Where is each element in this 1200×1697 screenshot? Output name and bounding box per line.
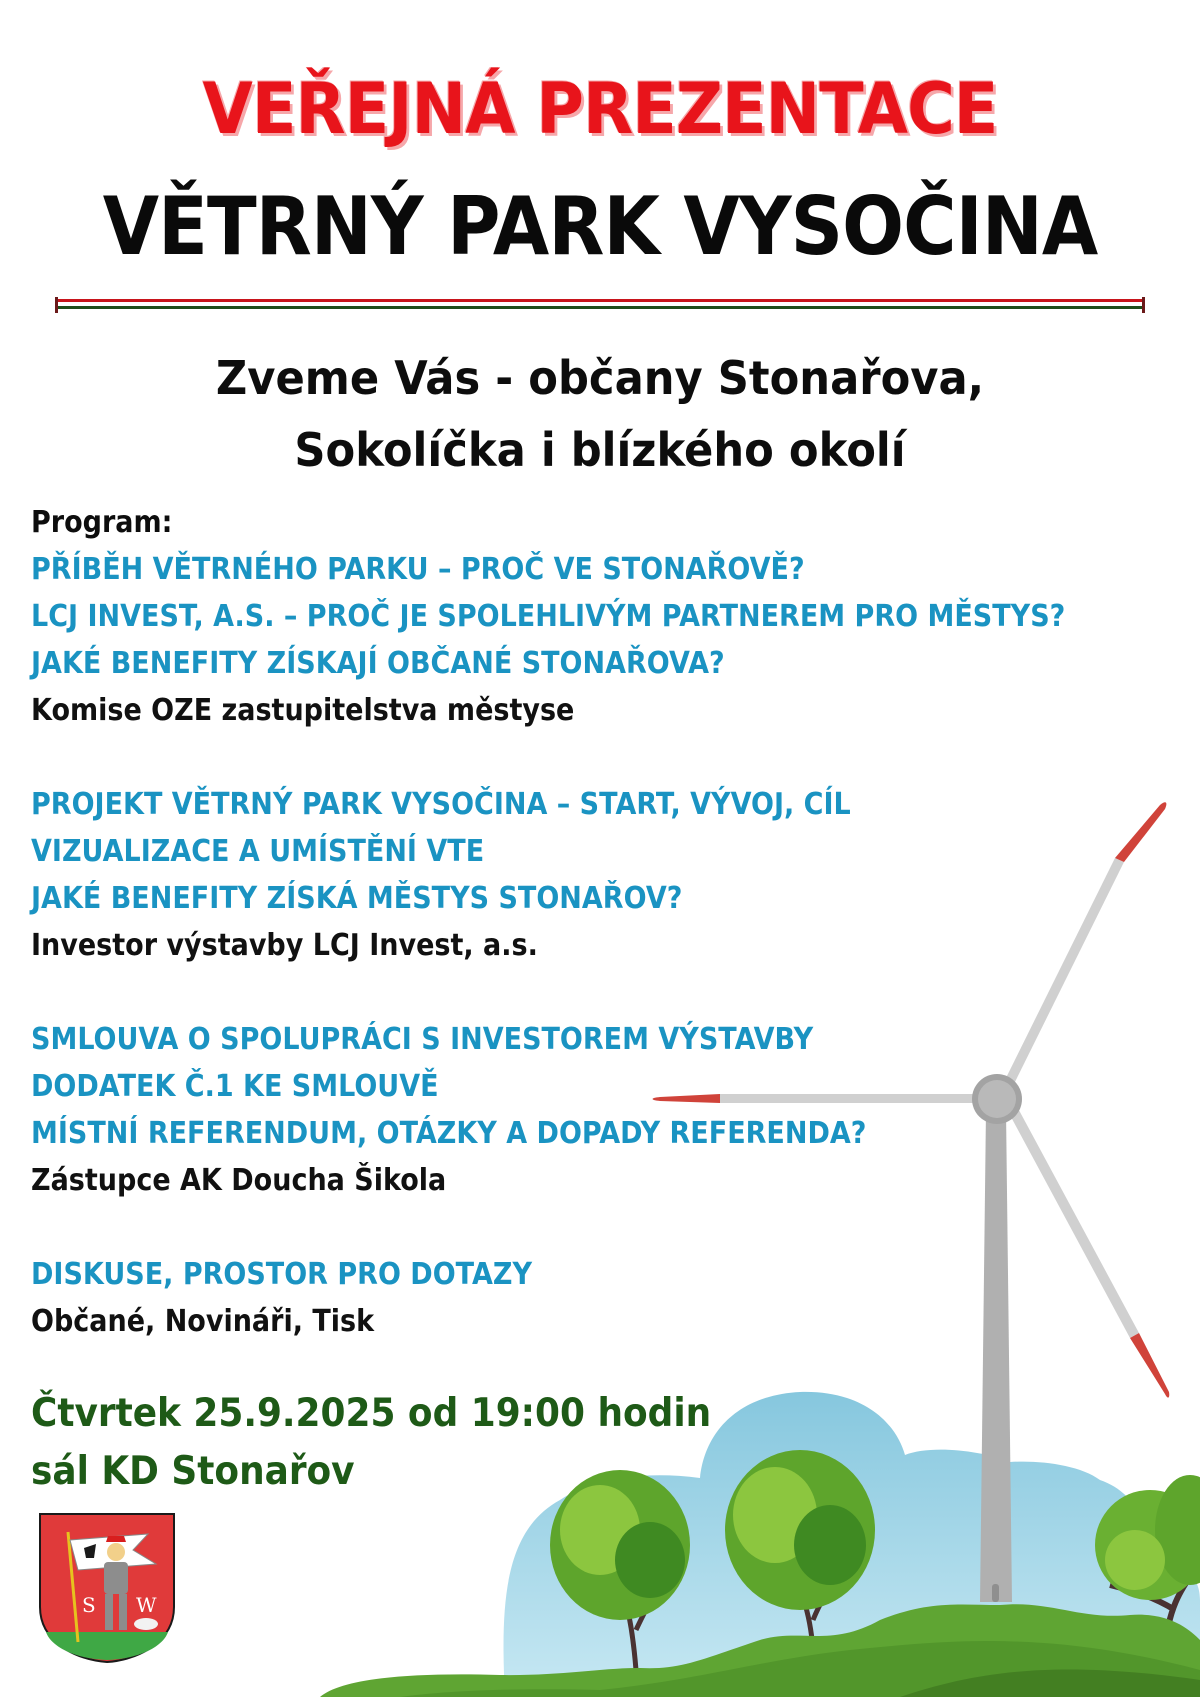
program-topic: PROJEKT VĚTRNÝ PARK VYSOČINA – START, VÝVOJ, CÍL (31, 787, 851, 822)
program-topic: MÍSTNÍ REFERENDUM, OTÁZKY A DOPADY REFERENDA? (31, 1116, 867, 1151)
event-type-title: VEŘEJNÁ PREZENTACE (202, 68, 998, 150)
program-list (31, 500, 1191, 1345)
program-topic: DISKUSE, PROSTOR PRO DOTAZY (31, 1257, 533, 1292)
program-topic: JAKÉ BENEFITY ZÍSKÁ MĚSTYS STONAŘOV? (31, 881, 683, 916)
program-speaker: Zástupce AK Doucha Šikola (31, 1163, 447, 1198)
event-datetime: Čtvrtek 25.9.2025 od 19:00 hodin (31, 1391, 712, 1436)
crest-letter-s: S (82, 1593, 96, 1617)
project-title: VĚTRNÝ PARK VYSOČINA (102, 180, 1098, 273)
program-section-3 (31, 1016, 1191, 1204)
program-speaker: Investor výstavby LCJ Invest, a.s. (31, 928, 538, 963)
program-topic: DODATEK Č.1 KE SMLOUVĚ (31, 1069, 439, 1104)
program-topic: VIZUALIZACE A UMÍSTĚNÍ VTE (31, 834, 485, 869)
program-topic: PŘÍBĚH VĚTRNÉHO PARKU – PROČ VE STONAŘOVĚ? (31, 552, 805, 587)
invitation-text (36, 342, 1164, 486)
program-label: Program: (31, 505, 173, 540)
event-details (31, 1385, 770, 1501)
program-topic: LCJ INVEST, A.S. – PROČ JE SPOLEHLIVÝM PARTNEREM PRO MĚSTYS? (31, 599, 1066, 634)
municipal-coat-of-arms-icon (38, 1512, 176, 1664)
program-section-1 (31, 546, 1191, 734)
event-venue: sál KD Stonařov (31, 1449, 355, 1494)
program-section-4 (31, 1251, 1191, 1345)
program-section-2 (31, 781, 1191, 969)
header-divider (55, 297, 1145, 315)
invitation-line-1: Zveme Vás - občany Stonařova, (215, 351, 985, 405)
program-topic: JAKÉ BENEFITY ZÍSKAJÍ OBČANÉ STONAŘOVA? (31, 646, 725, 681)
program-speaker: Komise OZE zastupitelstva městyse (31, 693, 575, 728)
program-topic: SMLOUVA O SPOLUPRÁCI S INVESTOREM VÝSTAVBY (31, 1022, 814, 1057)
program-speaker: Občané, Novináři, Tisk (31, 1304, 375, 1339)
invitation-line-2: Sokolíčka i blízkého okolí (294, 423, 906, 477)
crest-letter-w: W (136, 1593, 157, 1617)
